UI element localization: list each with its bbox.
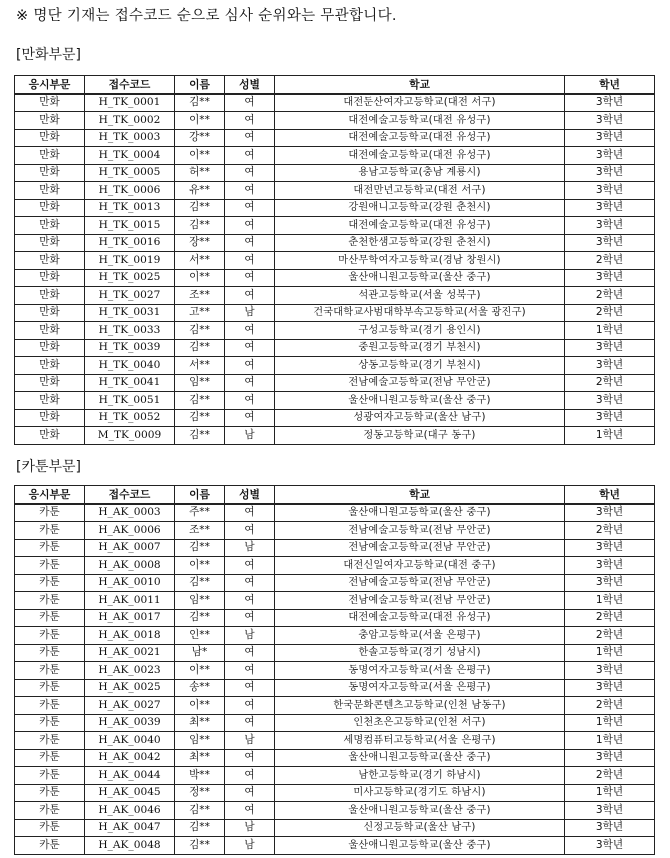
grade-cell: 3학년 [565,94,655,112]
category-cell: 카툰 [15,679,85,697]
gender-cell: 여 [225,199,275,217]
header-code: 접수코드 [85,486,175,504]
header-name: 이름 [175,486,225,504]
school-cell: 울산애니원고등학교(울산 중구) [275,837,565,855]
code-cell: H_AK_0007 [85,539,175,557]
grade-cell: 3학년 [565,234,655,252]
school-cell: 전남예술고등학교(전남 무안군) [275,374,565,392]
gender-cell: 여 [225,574,275,592]
header-school: 학교 [275,486,565,504]
school-cell: 울산애니원고등학교(울산 중구) [275,269,565,287]
grade-cell: 2학년 [565,627,655,645]
grade-cell: 1학년 [565,732,655,750]
category-cell: 만화 [15,269,85,287]
grade-cell: 3학년 [565,182,655,200]
code-cell: H_TK_0041 [85,374,175,392]
grade-cell: 3학년 [565,679,655,697]
category-cell: 카툰 [15,697,85,715]
gender-cell: 여 [225,504,275,522]
name-cell: 김** [175,819,225,837]
grade-cell: 3학년 [565,339,655,357]
header-school: 학교 [275,76,565,94]
category-cell: 만화 [15,234,85,252]
name-cell: 임** [175,732,225,750]
category-cell: 만화 [15,94,85,112]
grade-cell: 2학년 [565,304,655,322]
table-row [15,427,655,445]
grade-cell: 2학년 [565,287,655,305]
table-row [15,199,655,217]
school-cell: 석관고등학교(서울 성북구) [275,287,565,305]
school-cell: 한솔고등학교(경기 성남시) [275,644,565,662]
grade-cell: 3학년 [565,837,655,855]
code-cell: H_TK_0039 [85,339,175,357]
code-cell: H_AK_0047 [85,819,175,837]
code-cell: H_AK_0011 [85,592,175,610]
code-cell: H_TK_0025 [85,269,175,287]
category-cell: 카툰 [15,784,85,802]
gender-cell: 여 [225,592,275,610]
grade-cell: 2학년 [565,697,655,715]
table-row [15,679,655,697]
grade-cell: 3학년 [565,819,655,837]
header-gender: 성별 [225,486,275,504]
gender-cell: 여 [225,129,275,147]
header-category: 응시부문 [15,76,85,94]
code-cell: H_AK_0018 [85,627,175,645]
cartoon-table [14,485,655,855]
category-cell: 만화 [15,339,85,357]
gender-cell: 여 [225,217,275,235]
header-code: 접수코드 [85,76,175,94]
code-cell: H_TK_0033 [85,322,175,340]
code-cell: H_AK_0006 [85,522,175,540]
grade-cell: 3학년 [565,557,655,575]
name-cell: 유** [175,182,225,200]
table-row [15,592,655,610]
name-cell: 정** [175,784,225,802]
gender-cell: 여 [225,374,275,392]
grade-cell: 3학년 [565,147,655,165]
table-row [15,697,655,715]
name-cell: 김** [175,609,225,627]
grade-cell: 3학년 [565,269,655,287]
school-cell: 충암고등학교(서울 은평구) [275,627,565,645]
name-cell: 김** [175,217,225,235]
category-cell: 만화 [15,322,85,340]
name-cell: 강** [175,129,225,147]
grade-cell: 2학년 [565,252,655,270]
category-cell: 카툰 [15,609,85,627]
gender-cell: 여 [225,802,275,820]
code-cell: H_AK_0025 [85,679,175,697]
code-cell: M_TK_0009 [85,427,175,445]
category-cell: 카툰 [15,767,85,785]
table-row [15,767,655,785]
category-cell: 만화 [15,427,85,445]
gender-cell: 여 [225,714,275,732]
school-cell: 전남예술고등학교(전남 무안군) [275,522,565,540]
grade-cell: 3학년 [565,574,655,592]
header-gender: 성별 [225,76,275,94]
category-cell: 만화 [15,287,85,305]
table-row [15,322,655,340]
school-cell: 건국대학교사범대학부속고등학교(서울 광진구) [275,304,565,322]
header-name: 이름 [175,76,225,94]
gender-cell: 여 [225,339,275,357]
school-cell: 울산애니원고등학교(울산 중구) [275,749,565,767]
school-cell: 미사고등학교(경기도 하남시) [275,784,565,802]
grade-cell: 3학년 [565,802,655,820]
gender-cell: 남 [225,732,275,750]
name-cell: 박** [175,767,225,785]
table-row [15,504,655,522]
table-row [15,609,655,627]
gender-cell: 여 [225,679,275,697]
name-cell: 인** [175,627,225,645]
code-cell: H_AK_0008 [85,557,175,575]
grade-cell: 1학년 [565,322,655,340]
school-cell: 대전예술고등학교(대전 유성구) [275,609,565,627]
table-row [15,749,655,767]
gender-cell: 남 [225,627,275,645]
table-row [15,357,655,375]
code-cell: H_AK_0046 [85,802,175,820]
name-cell: 김** [175,802,225,820]
code-cell: H_TK_0016 [85,234,175,252]
name-cell: 남* [175,644,225,662]
grade-cell: 3학년 [565,199,655,217]
school-cell: 동명여자고등학교(서울 은평구) [275,679,565,697]
name-cell: 고** [175,304,225,322]
school-cell: 신정고등학교(울산 남구) [275,819,565,837]
gender-cell: 여 [225,357,275,375]
table-row [15,784,655,802]
manhwa-table [14,75,655,445]
table-header-row [15,486,655,504]
school-cell: 상동고등학교(경기 부천시) [275,357,565,375]
grade-cell: 1학년 [565,592,655,610]
table-row [15,147,655,165]
code-cell: H_TK_0052 [85,409,175,427]
table-row [15,644,655,662]
table-row [15,732,655,750]
table-row [15,392,655,410]
category-cell: 만화 [15,304,85,322]
table-row [15,304,655,322]
grade-cell: 2학년 [565,374,655,392]
code-cell: H_AK_0003 [85,504,175,522]
school-cell: 강원애니고등학교(강원 춘천시) [275,199,565,217]
code-cell: H_AK_0017 [85,609,175,627]
gender-cell: 남 [225,539,275,557]
gender-cell: 여 [225,522,275,540]
code-cell: H_AK_0045 [85,784,175,802]
grade-cell: 1학년 [565,714,655,732]
gender-cell: 여 [225,112,275,130]
category-cell: 만화 [15,182,85,200]
grade-cell: 3학년 [565,217,655,235]
table-row [15,269,655,287]
school-cell: 인천초은고등학교(인천 서구) [275,714,565,732]
gender-cell: 여 [225,234,275,252]
school-cell: 중원고등학교(경기 부천시) [275,339,565,357]
name-cell: 김** [175,539,225,557]
name-cell: 서** [175,357,225,375]
gender-cell: 여 [225,269,275,287]
category-cell: 카툰 [15,504,85,522]
section-title-manhwa: [만화부문] [16,47,82,63]
category-cell: 만화 [15,217,85,235]
school-cell: 대전예술고등학교(대전 유성구) [275,217,565,235]
category-cell: 카툰 [15,714,85,732]
category-cell: 카툰 [15,627,85,645]
category-cell: 만화 [15,252,85,270]
grade-cell: 1학년 [565,427,655,445]
name-cell: 이** [175,557,225,575]
grade-cell: 3학년 [565,409,655,427]
category-cell: 만화 [15,164,85,182]
grade-cell: 3학년 [565,539,655,557]
school-cell: 울산애니원고등학교(울산 중구) [275,504,565,522]
table-row [15,802,655,820]
code-cell: H_AK_0048 [85,837,175,855]
grade-cell: 2학년 [565,767,655,785]
name-cell: 허** [175,164,225,182]
gender-cell: 남 [225,819,275,837]
table-row [15,714,655,732]
school-cell: 대전신일여자고등학교(대전 중구) [275,557,565,575]
name-cell: 김** [175,837,225,855]
code-cell: H_AK_0010 [85,574,175,592]
grade-cell: 2학년 [565,609,655,627]
table-row [15,662,655,680]
code-cell: H_AK_0027 [85,697,175,715]
school-cell: 대전둔산여자고등학교(대전 서구) [275,94,565,112]
name-cell: 임** [175,592,225,610]
category-cell: 카툰 [15,539,85,557]
category-cell: 만화 [15,409,85,427]
category-cell: 카툰 [15,592,85,610]
gender-cell: 여 [225,697,275,715]
name-cell: 최** [175,714,225,732]
grade-cell: 3학년 [565,164,655,182]
school-cell: 울산애니원고등학교(울산 중구) [275,392,565,410]
name-cell: 주** [175,504,225,522]
category-cell: 카툰 [15,837,85,855]
category-cell: 카툰 [15,819,85,837]
category-cell: 만화 [15,147,85,165]
code-cell: H_TK_0013 [85,199,175,217]
gender-cell: 여 [225,767,275,785]
category-cell: 만화 [15,357,85,375]
code-cell: H_TK_0040 [85,357,175,375]
grade-cell: 3학년 [565,749,655,767]
notice-text: ※ 명단 기재는 접수코드 순으로 심사 순위와는 무관합니다. [16,8,397,24]
name-cell: 이** [175,147,225,165]
gender-cell: 여 [225,409,275,427]
school-cell: 춘천한샘고등학교(강원 춘천시) [275,234,565,252]
category-cell: 카툰 [15,522,85,540]
code-cell: H_TK_0005 [85,164,175,182]
table-row [15,217,655,235]
name-cell: 김** [175,339,225,357]
gender-cell: 남 [225,837,275,855]
code-cell: H_TK_0003 [85,129,175,147]
school-cell: 정동고등학교(대구 동구) [275,427,565,445]
name-cell: 김** [175,322,225,340]
school-cell: 대전예술고등학교(대전 유성구) [275,112,565,130]
school-cell: 구성고등학교(경기 용인시) [275,322,565,340]
table-row [15,112,655,130]
school-cell: 동명여자고등학교(서울 은평구) [275,662,565,680]
name-cell: 송** [175,679,225,697]
category-cell: 카툰 [15,749,85,767]
category-cell: 카툰 [15,802,85,820]
code-cell: H_AK_0044 [85,767,175,785]
name-cell: 조** [175,287,225,305]
table-row [15,539,655,557]
header-category: 응시부문 [15,486,85,504]
name-cell: 이** [175,112,225,130]
table-row [15,129,655,147]
category-cell: 카툰 [15,557,85,575]
category-cell: 만화 [15,392,85,410]
table-row [15,557,655,575]
name-cell: 김** [175,427,225,445]
school-cell: 한국문화콘텐츠고등학교(인천 남동구) [275,697,565,715]
header-grade: 학년 [565,486,655,504]
name-cell: 김** [175,574,225,592]
code-cell: H_TK_0051 [85,392,175,410]
table-row [15,837,655,855]
gender-cell: 여 [225,644,275,662]
name-cell: 서** [175,252,225,270]
code-cell: H_TK_0006 [85,182,175,200]
grade-cell: 3학년 [565,129,655,147]
school-cell: 마산무학여자고등학교(경남 창원시) [275,252,565,270]
table-row [15,522,655,540]
table-row [15,409,655,427]
table-row [15,94,655,112]
grade-cell: 2학년 [565,522,655,540]
name-cell: 이** [175,269,225,287]
code-cell: H_AK_0039 [85,714,175,732]
code-cell: H_TK_0015 [85,217,175,235]
code-cell: H_TK_0001 [85,94,175,112]
school-cell: 울산애니원고등학교(울산 중구) [275,802,565,820]
school-cell: 남한고등학교(경기 하남시) [275,767,565,785]
category-cell: 카툰 [15,662,85,680]
school-cell: 성광여자고등학교(울산 남구) [275,409,565,427]
school-cell: 대전예술고등학교(대전 유성구) [275,147,565,165]
table-row [15,627,655,645]
gender-cell: 여 [225,392,275,410]
name-cell: 김** [175,94,225,112]
category-cell: 만화 [15,374,85,392]
gender-cell: 여 [225,322,275,340]
gender-cell: 여 [225,784,275,802]
table-row [15,574,655,592]
school-cell: 세명컴퓨터고등학교(서울 은평구) [275,732,565,750]
category-cell: 만화 [15,199,85,217]
table-row [15,252,655,270]
code-cell: H_TK_0031 [85,304,175,322]
code-cell: H_AK_0023 [85,662,175,680]
name-cell: 김** [175,199,225,217]
grade-cell: 1학년 [565,644,655,662]
table-header-row [15,76,655,94]
gender-cell: 여 [225,164,275,182]
school-cell: 전남예술고등학교(전남 무안군) [275,539,565,557]
name-cell: 장** [175,234,225,252]
grade-cell: 3학년 [565,392,655,410]
table-row [15,339,655,357]
name-cell: 이** [175,697,225,715]
category-cell: 카툰 [15,732,85,750]
category-cell: 만화 [15,129,85,147]
gender-cell: 여 [225,287,275,305]
category-cell: 카툰 [15,574,85,592]
table-row [15,287,655,305]
grade-cell: 3학년 [565,357,655,375]
gender-cell: 여 [225,182,275,200]
code-cell: H_TK_0019 [85,252,175,270]
name-cell: 최** [175,749,225,767]
gender-cell: 남 [225,304,275,322]
gender-cell: 여 [225,609,275,627]
table-row [15,234,655,252]
gender-cell: 여 [225,557,275,575]
grade-cell: 1학년 [565,784,655,802]
name-cell: 조** [175,522,225,540]
school-cell: 대전만년고등학교(대전 서구) [275,182,565,200]
section-title-cartoon: [카툰부문] [16,459,82,475]
name-cell: 김** [175,409,225,427]
gender-cell: 여 [225,662,275,680]
school-cell: 전남예술고등학교(전남 무안군) [275,574,565,592]
table-row [15,164,655,182]
name-cell: 이** [175,662,225,680]
code-cell: H_TK_0002 [85,112,175,130]
code-cell: H_AK_0021 [85,644,175,662]
gender-cell: 여 [225,749,275,767]
code-cell: H_TK_0004 [85,147,175,165]
school-cell: 전남예술고등학교(전남 무안군) [275,592,565,610]
grade-cell: 3학년 [565,504,655,522]
gender-cell: 여 [225,94,275,112]
table-row [15,182,655,200]
code-cell: H_AK_0040 [85,732,175,750]
code-cell: H_AK_0042 [85,749,175,767]
gender-cell: 여 [225,252,275,270]
table-row [15,374,655,392]
school-cell: 대전예술고등학교(대전 유성구) [275,129,565,147]
table-row [15,819,655,837]
name-cell: 임** [175,374,225,392]
grade-cell: 3학년 [565,662,655,680]
header-grade: 학년 [565,76,655,94]
category-cell: 카툰 [15,644,85,662]
school-cell: 용남고등학교(충남 계룡시) [275,164,565,182]
gender-cell: 남 [225,427,275,445]
name-cell: 김** [175,392,225,410]
gender-cell: 여 [225,147,275,165]
category-cell: 만화 [15,112,85,130]
code-cell: H_TK_0027 [85,287,175,305]
grade-cell: 3학년 [565,112,655,130]
